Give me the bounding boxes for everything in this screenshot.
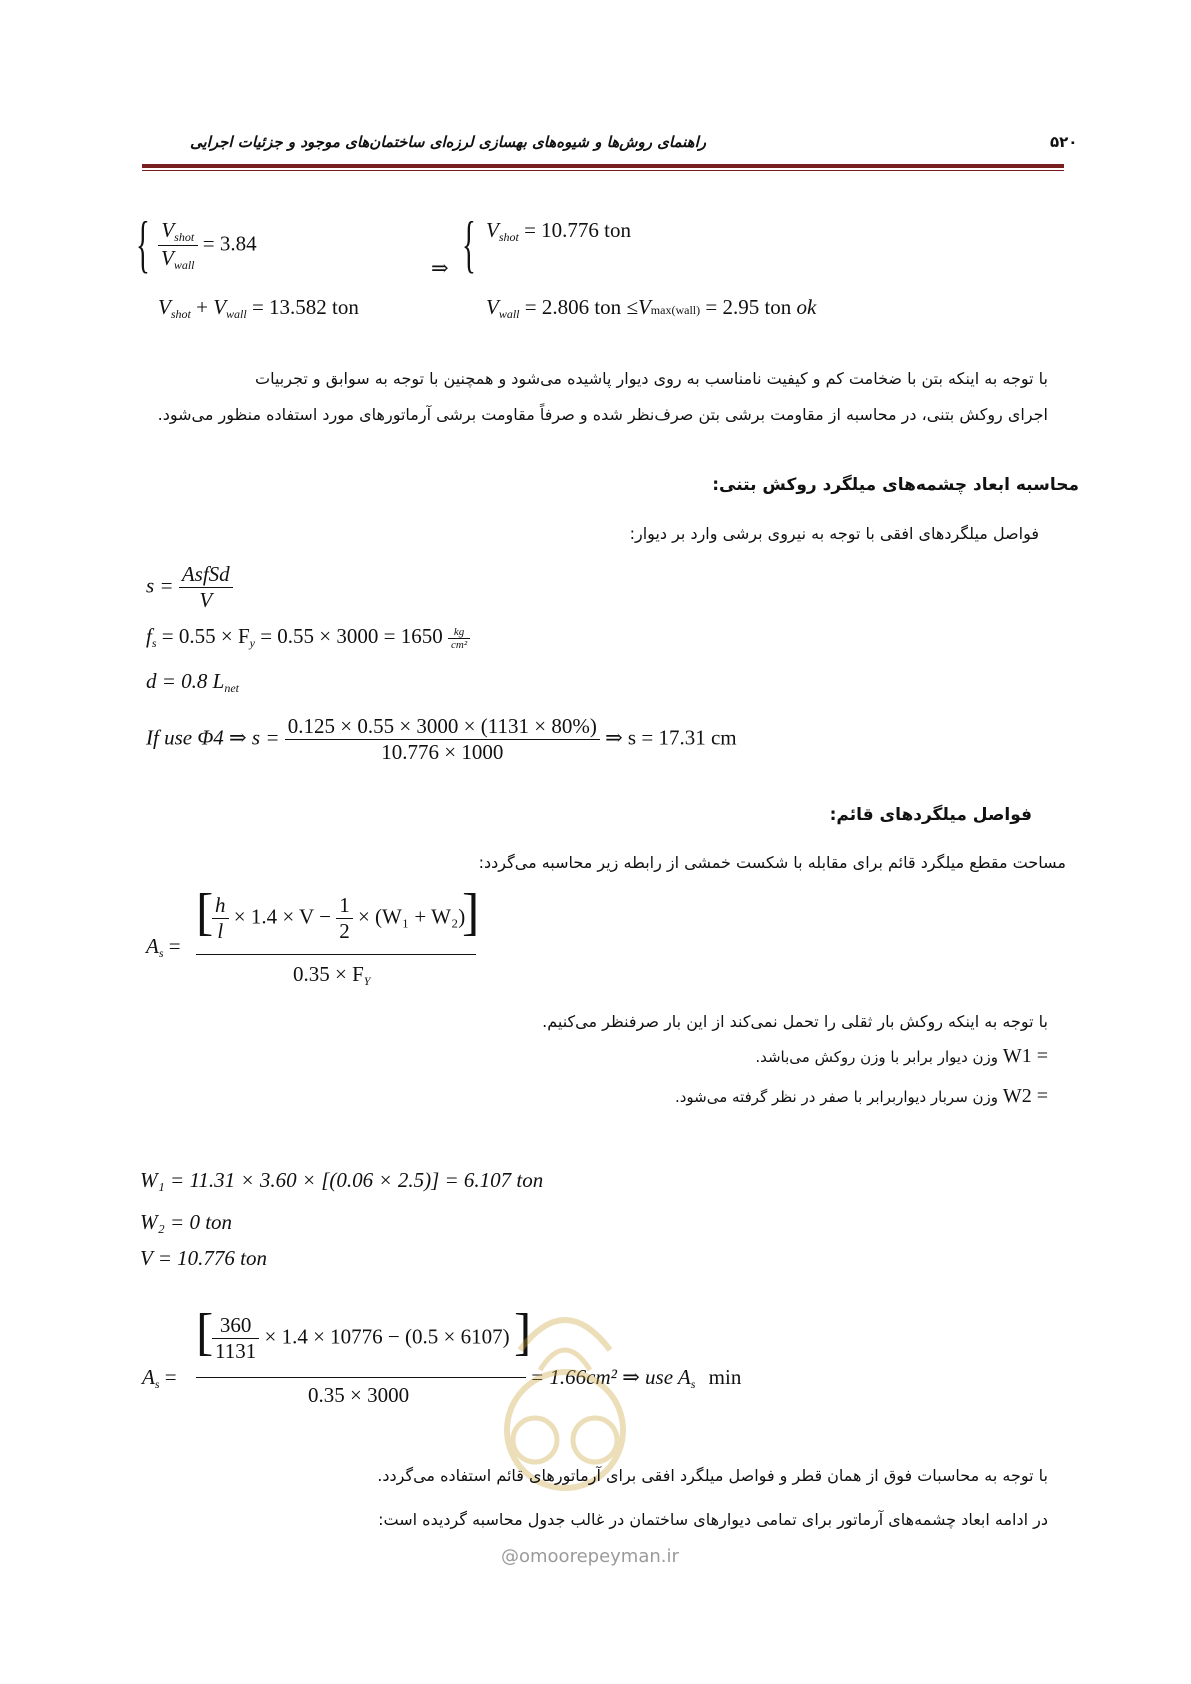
running-header-title: راهنمای روش‌ها و شیوه‌های بهسازی لرزه‌ای ساختمان‌های موجود و جزئیات اجرایی [189, 133, 706, 151]
d-formula: d = 0.8 Lnet [146, 669, 240, 695]
v-value: V = 10.776 ton [140, 1246, 267, 1270]
w2-definition: = W2 وزن سربار دیواربرابر با صفر در نظر گرفته می‌شود. [674, 1085, 1048, 1107]
section-heading-mesh-dimensions: محاسبه ابعاد چشمه‌های میلگرد روکش بتنی: [712, 475, 1079, 495]
as-calculation-denominator: 0.35 × 3000 [308, 1383, 410, 1407]
paragraph-line: با توجه به اینکه بتن با ضخامت کم و کیفیت نامناسب به روی دیوار پاشیده می‌شود و همچنین با توجه به سوابق و تجربیات [255, 369, 1048, 388]
fs-formula: fs = 0.55 × Fy = 0.55 × 3000 = 1650 $\frac{kg}{\text{cm²}}$ [146, 624, 470, 651]
as-calculation-label: As = [142, 1365, 177, 1391]
implies-arrow: ⇒ [431, 256, 449, 280]
watermark-url: @omoorepeyman.ir [501, 1546, 679, 1567]
bracket-left-2: [ [196, 1304, 214, 1361]
page-number: ۵۲۰ [1050, 133, 1078, 151]
conclusion-line: با توجه به محاسبات فوق از همان قطر و فواصل میلگرد افقی برای آرماتورهای قائم استفاده می‌گردد. [377, 1466, 1048, 1485]
as-formula-denominator: 0.35 × FY [293, 962, 371, 988]
spacing-formula: s = $\frac{\text{AsfSd}}{V}$ [146, 562, 233, 613]
header-rule-thin [142, 170, 1064, 171]
paragraph-line: اجرای روکش بتنی، در محاسبه از مقاومت برشی بتن صرف‌نظر شده و صرفاً مقاومت برشی آرماتورهای مورد استفاده منظور می‌شود. [157, 405, 1048, 424]
w1-definition: = W1 وزن دیوار برابر با وزن روکش می‌باشد. [755, 1045, 1048, 1067]
as-formula-numerator: $\frac{h}{l}$ × 1.4 × V − $\frac{1}{2}$ × (W₁ + W₂) [212, 893, 465, 944]
gravity-load-note: با توجه به اینکه روکش بار ثقلی را تحمل نمی‌کند از این بار صرفنظر می‌کنیم. [542, 1012, 1048, 1031]
bracket-right: ] [462, 884, 480, 941]
as-formula-label: As = [146, 934, 181, 960]
fraction-bar-2 [196, 1377, 526, 1378]
table-intro-line: در ادامه ابعاد چشمه‌های آرماتور برای تمامی دیوارهای ساختمان در غالب جدول محاسبه گردیده است: [378, 1510, 1048, 1529]
section-heading-vertical-bars: فواصل میلگردهای قائم: [829, 805, 1032, 825]
bracket-right-2: ] [514, 1304, 532, 1361]
as-calculation-numerator: $\frac{360}{1131}$ × 1.4 × 10776 − (0.5 × 6107) [212, 1313, 510, 1364]
spacing-calculation: If use Φ4 ⇒ s = $\frac{0.125 \times 0.55 \times 3000 \times (1131 \times 80\%)}{10.776 \times 1000}$ ⇒ s = 17.31 cm [146, 714, 737, 764]
bracket-left: [ [196, 884, 214, 941]
right-brace: { [462, 208, 476, 279]
w1-calculation: W₁ = 11.31 × 3.60 × [(0.06 × 2.5)] = 6.107 ton [140, 1168, 544, 1192]
left-brace: { [136, 208, 150, 279]
as-calculation-result: = 1.66cm² ⇒ use As min [530, 1365, 742, 1391]
sum-equation: Vshot + Vwall = 13.582 ton [158, 295, 359, 321]
header-rule [142, 164, 1064, 168]
horizontal-spacing-intro: فواصل میلگردهای افقی با توجه به نیروی برشی وارد بر دیوار: [629, 524, 1039, 543]
v-shot-result: Vshot = 10.776 ton [486, 218, 632, 244]
v-wall-result: Vwall = 2.806 ton ≤Vmax(wall) = 2.95 ton ok [486, 295, 817, 321]
vertical-bars-intro: مساحت مقطع میلگرد قائم برای مقابله با شکست خمشی از رابطه زیر محاسبه می‌گردد: [478, 853, 1066, 872]
paragraph-concrete-shear [128, 364, 1048, 430]
fraction-bar [196, 954, 476, 955]
ratio-equation: $\frac{\text{Vshot}}{\text{Vwall}}$ = 3.84 [158, 218, 257, 273]
w2-value: W₂ = 0 ton [140, 1210, 233, 1234]
